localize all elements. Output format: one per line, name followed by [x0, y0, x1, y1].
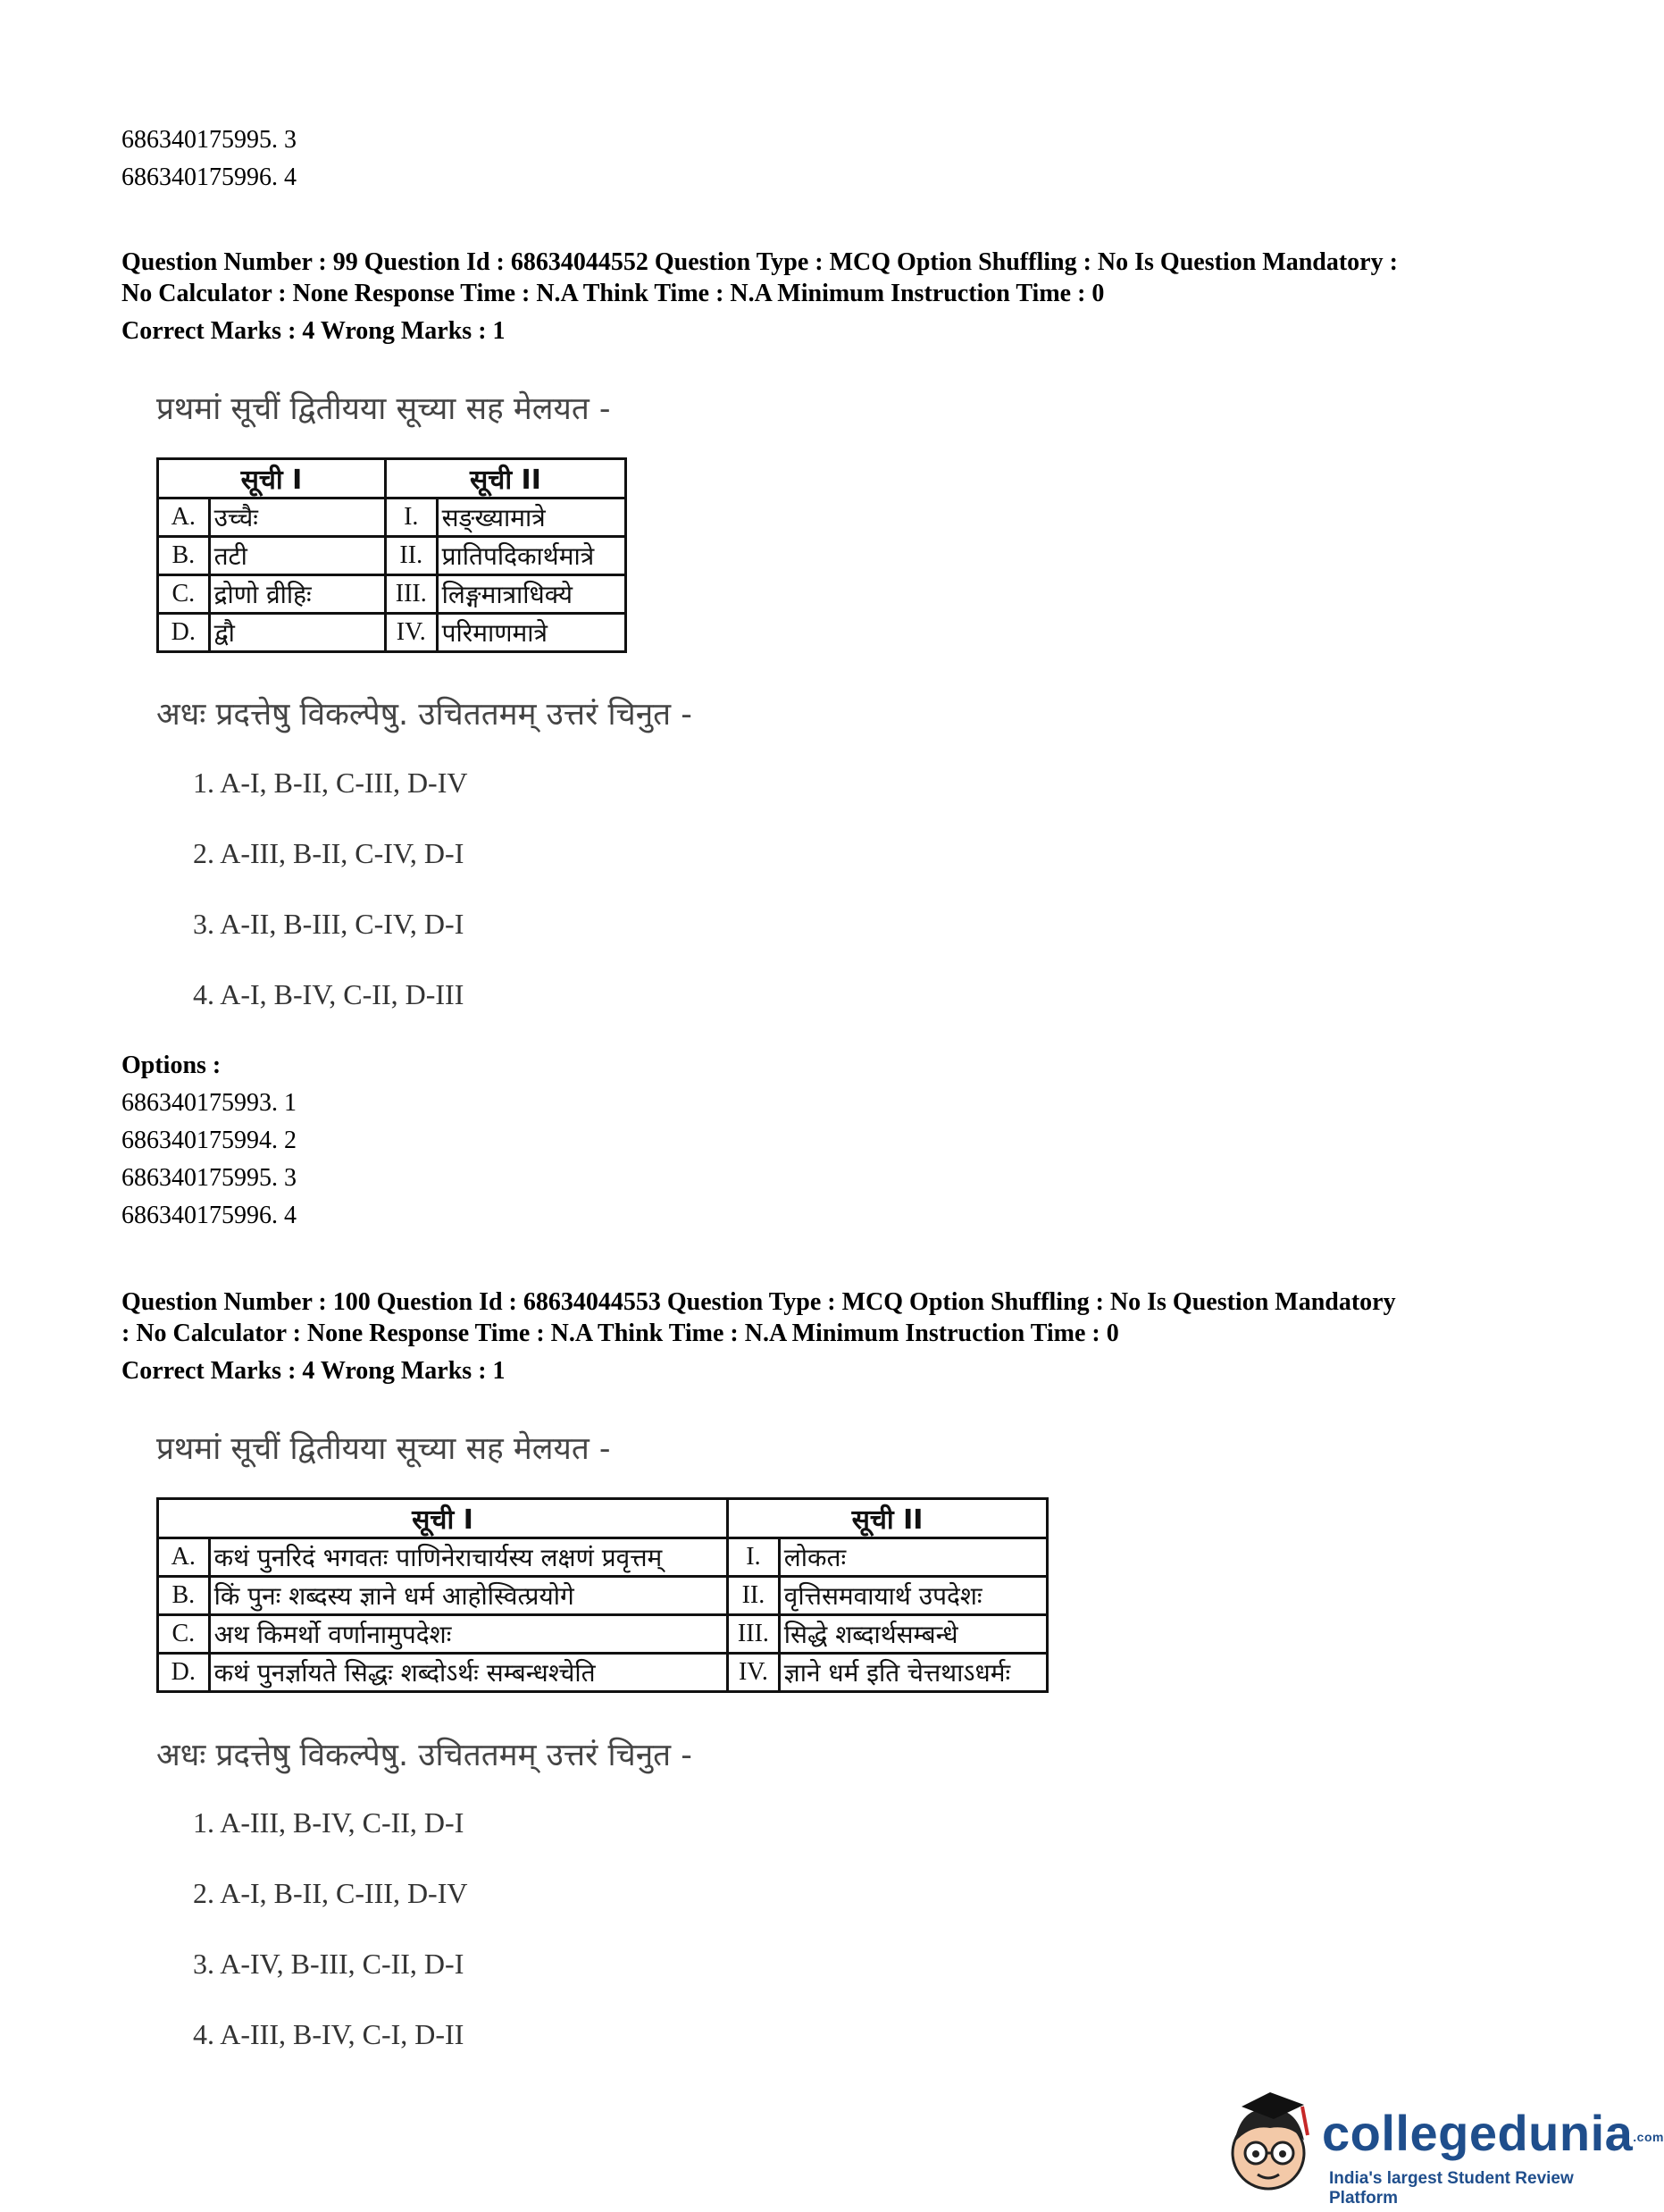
row-label: D. [158, 614, 210, 652]
answer-choice: 3. A-IV, B-III, C-II, D-I [193, 1948, 464, 1980]
list2-item: सिद्धे शब्दार्थसम्बन्धे [779, 1615, 1047, 1654]
column-header-list1: सूची I [158, 459, 386, 499]
list1-item: द्रोणो व्रीहिः [209, 575, 385, 614]
choose-instruction: अधः प्रदत्तेषु विकल्पेषु. उचिततमम् उत्तरं चिनुत - [156, 697, 692, 733]
row-label: I. [728, 1538, 780, 1577]
column-header-list2: सूची II [385, 459, 625, 499]
question-header-line1: Question Number : 100 Question Id : 68634044553 Question Type : MCQ Option Shuffling : No Is Question Mandatory [121, 1288, 1396, 1316]
table-row [158, 537, 626, 575]
option-line: 686340175996. 4 [121, 163, 297, 191]
list1-item: किं पुनः शब्दस्य ज्ञाने धर्म आहोस्वित्प्रयोगे [209, 1577, 727, 1615]
list2-item: परिमाणमात्रे [437, 614, 625, 652]
question-header-line2: : No Calculator : None Response Time : N.A Think Time : N.A Minimum Instruction Time : 0 [121, 1320, 1119, 1347]
row-label: C. [158, 575, 210, 614]
answer-choice: 1. A-I, B-II, C-III, D-IV [193, 767, 468, 799]
list1-item: कथं पुनरिदं भगवतः पाणिनेराचार्यस्य लक्षणं प्रवृत्तम् [209, 1538, 727, 1577]
row-label: B. [158, 537, 210, 575]
collegedunia-mascot-icon [1215, 2089, 1322, 2205]
question-instruction: प्रथमां सूचीं द्वितीयया सूच्या सह मेलयत - [156, 1431, 611, 1467]
match-table [156, 1497, 1049, 1693]
answer-choice: 4. A-III, B-IV, C-I, D-II [193, 2018, 464, 2050]
question-header [121, 1286, 1533, 1349]
brand-suffix: .com [1633, 2130, 1664, 2145]
option-line: 686340175996. 4 [121, 1202, 297, 1229]
table-row [158, 614, 626, 652]
marks-line: Correct Marks : 4 Wrong Marks : 1 [121, 317, 506, 345]
row-label: IV. [728, 1654, 780, 1692]
list2-item: प्रातिपदिकार्थमात्रे [437, 537, 625, 575]
brand-name: collegedunia [1322, 2105, 1634, 2161]
answer-choice: 1. A-III, B-IV, C-II, D-I [193, 1806, 464, 1839]
table-row [158, 1615, 1048, 1654]
list1-item: तटी [209, 537, 385, 575]
brand-logo [1322, 2104, 1664, 2162]
row-label: I. [385, 499, 437, 537]
row-label: III. [728, 1615, 780, 1654]
options-label: Options : [121, 1052, 222, 1079]
table-row [158, 499, 626, 537]
choose-instruction: अधः प्रदत्तेषु विकल्पेषु. उचिततमम् उत्तरं चिनुत - [156, 1738, 692, 1773]
column-header-list1: सूची I [158, 1499, 728, 1538]
option-line: 686340175993. 1 [121, 1089, 297, 1117]
option-line: 686340175995. 3 [121, 126, 297, 154]
list1-item: कथं पुनर्ज्ञायते सिद्धः शब्दोऽर्थः सम्बन्धश्चेति [209, 1654, 727, 1692]
list1-item: अथ किमर्थो वर्णानामुपदेशः [209, 1615, 727, 1654]
question-instruction: प्रथमां सूचीं द्वितीयया सूच्या सह मेलयत - [156, 391, 611, 427]
table-row [158, 575, 626, 614]
row-label: C. [158, 1615, 210, 1654]
list2-item: लोकतः [779, 1538, 1047, 1577]
row-label: B. [158, 1577, 210, 1615]
question-header [121, 247, 1533, 309]
row-label: A. [158, 499, 210, 537]
answer-choice: 2. A-I, B-II, C-III, D-IV [193, 1877, 468, 1909]
table-row [158, 1538, 1048, 1577]
row-label: II. [385, 537, 437, 575]
answer-choice: 4. A-I, B-IV, C-II, D-III [193, 978, 464, 1010]
row-label: D. [158, 1654, 210, 1692]
list1-item: द्वौ [209, 614, 385, 652]
list2-item: सङ्ख्यामात्रे [437, 499, 625, 537]
answer-choice: 2. A-III, B-II, C-IV, D-I [193, 837, 464, 869]
row-label: II. [728, 1577, 780, 1615]
table-row [158, 1577, 1048, 1615]
row-label: IV. [385, 614, 437, 652]
list2-item: ज्ञाने धर्म इति चेत्तथाऽधर्मः [779, 1654, 1047, 1692]
option-line: 686340175994. 2 [121, 1127, 297, 1154]
column-header-list2: सूची II [728, 1499, 1048, 1538]
question-header-line2: No Calculator : None Response Time : N.A Think Time : N.A Minimum Instruction Time : 0 [121, 280, 1105, 307]
marks-line: Correct Marks : 4 Wrong Marks : 1 [121, 1357, 506, 1385]
match-table [156, 457, 627, 653]
row-label: A. [158, 1538, 210, 1577]
table-row [158, 1654, 1048, 1692]
row-label: III. [385, 575, 437, 614]
list2-item: वृत्तिसमवायार्थ उपदेशः [779, 1577, 1047, 1615]
list2-item: लिङ्गमात्राधिक्ये [437, 575, 625, 614]
brand-tagline: India's largest Student Review Platform [1329, 2169, 1574, 2208]
list1-item: उच्चैः [209, 499, 385, 537]
question-header-line1: Question Number : 99 Question Id : 68634044552 Question Type : MCQ Option Shuffling : No Is Question Mandatory : [121, 248, 1398, 276]
answer-choice: 3. A-II, B-III, C-IV, D-I [193, 908, 464, 940]
option-line: 686340175995. 3 [121, 1164, 297, 1192]
